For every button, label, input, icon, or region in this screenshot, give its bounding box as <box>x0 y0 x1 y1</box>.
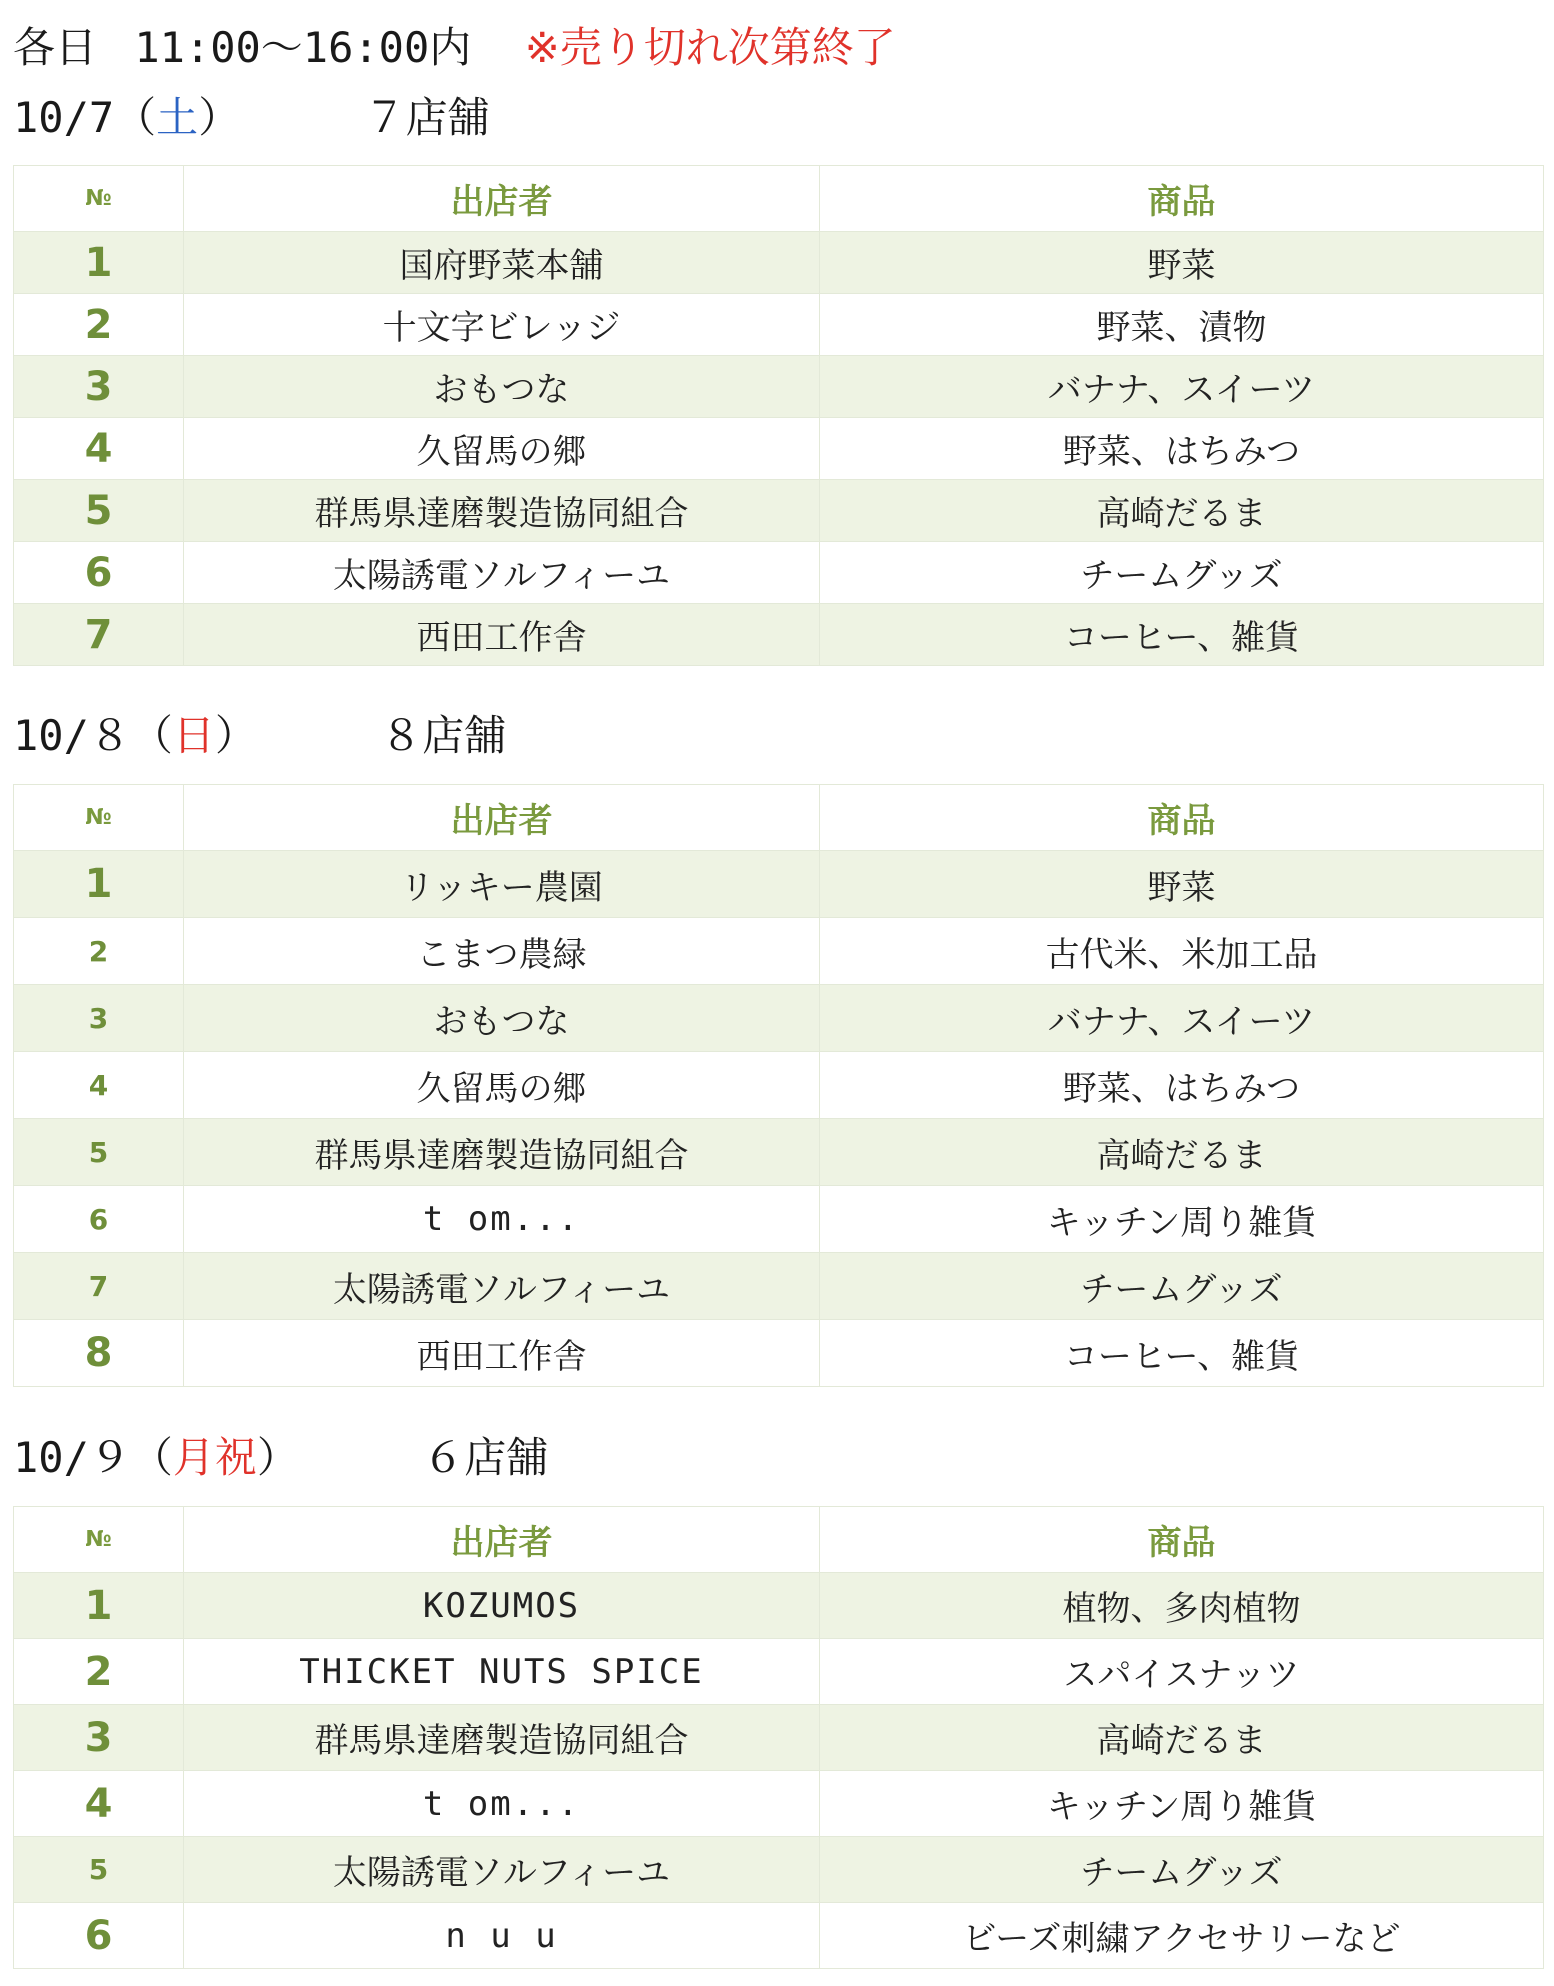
product-name: バナナ、スイーツ <box>820 985 1544 1052</box>
product-name: 古代米、米加工品 <box>820 918 1544 985</box>
row-number: 6 <box>14 542 184 604</box>
paren-close: ） <box>256 1433 299 1482</box>
vendor-name: t om... <box>184 1186 820 1253</box>
product-name: 高崎だるま <box>820 1705 1544 1771</box>
column-header-no: № <box>14 166 184 232</box>
product-name: キッチン周り雑貨 <box>820 1186 1544 1253</box>
day-heading-10-9 <box>13 1430 548 1486</box>
vendor-name: t om... <box>184 1771 820 1837</box>
paren-close: ） <box>214 711 257 760</box>
column-header-vendor: 出店者 <box>184 1507 820 1573</box>
table-body <box>14 1573 1544 1969</box>
day-date: 10/９ <box>13 1433 131 1482</box>
row-number: 5 <box>14 1119 184 1186</box>
product-name: コーヒー、雑貨 <box>820 604 1544 666</box>
row-number: 4 <box>14 418 184 480</box>
store-count: ７店舗 <box>363 93 490 142</box>
row-number: 4 <box>14 1771 184 1837</box>
paren-open: （ <box>130 1433 173 1482</box>
paren-close: ） <box>198 93 241 142</box>
vendor-name: 太陽誘電ソルフィーユ <box>184 1253 820 1320</box>
vendor-name: 群馬県達磨製造協同組合 <box>184 480 820 542</box>
product-name: コーヒー、雑貨 <box>820 1320 1544 1387</box>
row-number: 5 <box>14 480 184 542</box>
column-header-no: № <box>14 1507 184 1573</box>
table-row <box>14 542 1544 604</box>
day-heading-10-8 <box>13 708 506 764</box>
row-number: 3 <box>14 1705 184 1771</box>
row-number: 4 <box>14 1052 184 1119</box>
day-weekday: 月祝 <box>172 1433 257 1482</box>
day-date: 10/7 <box>13 93 115 142</box>
row-number: 5 <box>14 1837 184 1903</box>
row-number: 3 <box>14 985 184 1052</box>
row-number: 2 <box>14 1639 184 1705</box>
table-row <box>14 1253 1544 1320</box>
table-row <box>14 1573 1544 1639</box>
table-row <box>14 1320 1544 1387</box>
row-number: 1 <box>14 851 184 918</box>
table-row <box>14 1639 1544 1705</box>
column-header-item: 商品 <box>820 166 1544 232</box>
product-name: 野菜 <box>820 851 1544 918</box>
table-row <box>14 232 1544 294</box>
row-number: 1 <box>14 232 184 294</box>
table-row <box>14 918 1544 985</box>
vendor-name: 十文字ビレッジ <box>184 294 820 356</box>
table-row <box>14 604 1544 666</box>
vendor-name: 西田工作舎 <box>184 1320 820 1387</box>
row-number: 6 <box>14 1186 184 1253</box>
vendor-name: こまつ農緑 <box>184 918 820 985</box>
vendor-table-10-8 <box>13 784 1544 1387</box>
table-row <box>14 1052 1544 1119</box>
daily-label: 各日 <box>13 23 98 72</box>
vendor-name: 西田工作舎 <box>184 604 820 666</box>
row-number: 6 <box>14 1903 184 1969</box>
table-row <box>14 418 1544 480</box>
paren-open: （ <box>114 93 157 142</box>
table-row <box>14 480 1544 542</box>
vendor-name: n u u <box>184 1903 820 1969</box>
table-row <box>14 1837 1544 1903</box>
vendor-table-10-9 <box>13 1506 1544 1969</box>
vendor-name: THICKET NUTS SPICE <box>184 1639 820 1705</box>
table-row <box>14 1705 1544 1771</box>
product-name: チームグッズ <box>820 1253 1544 1320</box>
column-header-item: 商品 <box>820 785 1544 851</box>
table-row <box>14 1903 1544 1969</box>
opening-hours-line <box>13 20 896 76</box>
row-number: 2 <box>14 918 184 985</box>
table-body <box>14 232 1544 666</box>
vendor-name: おもつな <box>184 985 820 1052</box>
vendor-name: 国府野菜本舗 <box>184 232 820 294</box>
vendor-name: 久留馬の郷 <box>184 418 820 480</box>
product-name: スパイスナッツ <box>820 1639 1544 1705</box>
vendor-name: 久留馬の郷 <box>184 1052 820 1119</box>
day-date: 10/８ <box>13 711 131 760</box>
row-number: 8 <box>14 1320 184 1387</box>
product-name: 野菜、はちみつ <box>820 418 1544 480</box>
row-number: 7 <box>14 604 184 666</box>
table-row <box>14 1186 1544 1253</box>
table-row <box>14 851 1544 918</box>
table-row <box>14 1771 1544 1837</box>
product-name: チームグッズ <box>820 1837 1544 1903</box>
product-name: 高崎だるま <box>820 480 1544 542</box>
sold-out-note: ※売り切れ次第終了 <box>524 23 896 72</box>
table-body <box>14 851 1544 1387</box>
product-name: バナナ、スイーツ <box>820 356 1544 418</box>
store-count: ６店舗 <box>422 1433 549 1482</box>
day-weekday: 日 <box>172 711 215 760</box>
product-name: 野菜、漬物 <box>820 294 1544 356</box>
store-count: ８店舗 <box>380 711 507 760</box>
vendor-name: リッキー農園 <box>184 851 820 918</box>
product-name: チームグッズ <box>820 542 1544 604</box>
product-name: キッチン周り雑貨 <box>820 1771 1544 1837</box>
row-number: 1 <box>14 1573 184 1639</box>
vendor-name: 太陽誘電ソルフィーユ <box>184 1837 820 1903</box>
product-name: ビーズ刺繍アクセサリーなど <box>820 1903 1544 1969</box>
vendor-name: KOZUMOS <box>184 1573 820 1639</box>
vendor-table-10-7 <box>13 165 1544 666</box>
table-row <box>14 985 1544 1052</box>
product-name: 野菜、はちみつ <box>820 1052 1544 1119</box>
column-header-vendor: 出店者 <box>184 785 820 851</box>
table-row <box>14 1119 1544 1186</box>
day-heading-10-7 <box>13 90 490 146</box>
vendor-name: 群馬県達磨製造協同組合 <box>184 1119 820 1186</box>
vendor-name: 太陽誘電ソルフィーユ <box>184 542 820 604</box>
column-header-item: 商品 <box>820 1507 1544 1573</box>
vendor-name: 群馬県達磨製造協同組合 <box>184 1705 820 1771</box>
product-name: 高崎だるま <box>820 1119 1544 1186</box>
table-row <box>14 294 1544 356</box>
column-header-vendor: 出店者 <box>184 166 820 232</box>
column-header-no: № <box>14 785 184 851</box>
product-name: 野菜 <box>820 232 1544 294</box>
product-name: 植物、多肉植物 <box>820 1573 1544 1639</box>
row-number: 2 <box>14 294 184 356</box>
paren-open: （ <box>130 711 173 760</box>
day-weekday: 土 <box>156 93 199 142</box>
table-row <box>14 356 1544 418</box>
vendor-name: おもつな <box>184 356 820 418</box>
time-range: 11:00〜16:00内 <box>134 23 472 72</box>
row-number: 3 <box>14 356 184 418</box>
row-number: 7 <box>14 1253 184 1320</box>
